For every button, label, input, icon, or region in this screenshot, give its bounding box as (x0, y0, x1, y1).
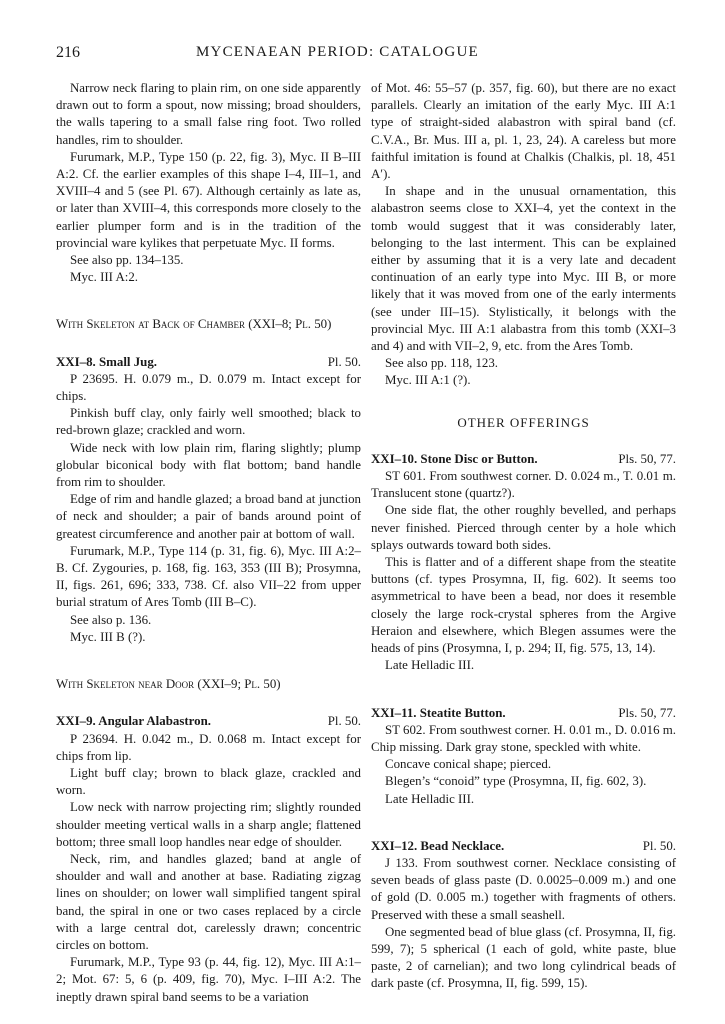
paragraph: ST 602. From southwest corner. H. 0.01 m., D. 0.016 m. Chip missing. Dark gray stone, speckled with white. (371, 722, 676, 754)
entry-heading (56, 713, 361, 730)
left-column (56, 80, 361, 1006)
plate-ref: Pl. 50. (327, 354, 361, 369)
entry-heading (371, 705, 676, 722)
paragraph: One segmented bead of blue glass (cf. Prosymna, II, fig. 599, 7); 5 spherical (1 each of gold, white paste, blue paste, 2 of carnelian); and two long cylindrical beads of dark paste (cf. Prosymna, II, fig. 599, 15). (371, 924, 676, 991)
paragraph: P 23695. H. 0.079 m., D. 0.079 m. Intact except for chips. (56, 371, 361, 404)
paragraph: P 23694. H. 0.042 m., D. 0.068 m. Intact except for chips from lip. (56, 731, 361, 763)
entry-title: XXI–8. Small Jug. (56, 354, 157, 369)
paragraph: Myc. III A:1 (?). (385, 373, 471, 388)
paragraph: Neck, rim, and handles glazed; band at angle of shoulder and wall and another at base. Radiating zigzag lines on shoulder; on lower wall simplified tangent spiral band, the spiral in one or two cases replaced by a circle with a large central dot, carelessly drawn; concentric circles on bottom. (56, 851, 361, 952)
paragraph: One side flat, the other roughly bevelled, and perhaps never finished. Pierced through center by a hole which splays outwards toward both sides. (371, 503, 676, 552)
plate-ref: Pl. 50. (327, 714, 361, 729)
entry-title: XXI–10. Stone Disc or Button. (371, 451, 538, 466)
section-heading: With Skeleton at Back of Chamber (XXI–8; Pl. 50) (56, 317, 332, 332)
paragraph: Concave conical shape; pierced. (385, 757, 552, 772)
paragraph: of Mot. 46: 55–57 (p. 357, fig. 60), but there are no exact parallels. Clearly an imitation of the early Myc. III A:1 type of straight-sided alabastron with spiral band (cf. C.V.A., Br. Mus. III a, pl. 1, 23, 24). A careless but more faithful imitation is found at Chalkis (Chalkis, pl. 18, 451 A′). (371, 81, 676, 182)
paragraph: Myc. III A:2. (70, 270, 139, 285)
plate-ref: Pls. 50, 77. (618, 451, 676, 466)
paragraph: Furumark, M.P., Type 150 (p. 22, fig. 3), Myc. II B–III A:2. Cf. the earlier examples of this shape I–4, III–1, and XVIII–4 and 5 (see Pl. 67). Although certainly as late as, or later than XVIII–4, this corresponds more closely to the earlier plumper form and is in the tradition of the provincial ware kylikes that perpetuate Myc. II forms. (56, 149, 361, 250)
paragraph: See also pp. 118, 123. (385, 356, 499, 371)
paragraph: Myc. III B (?). (70, 629, 146, 644)
entry-title: XXI–11. Steatite Button. (371, 705, 506, 720)
paragraph: Low neck with narrow projecting rim; slightly rounded shoulder meeting vertical walls in a sharp angle; flattened bottom; three small loop handles near edge of shoulder. (56, 800, 361, 849)
paragraph: Late Helladic III. (385, 658, 475, 673)
paragraph: ST 601. From southwest corner. D. 0.024 m., T. 0.01 m. Translucent stone (quartz?). (371, 469, 676, 501)
paragraph: Edge of rim and handle glazed; a broad band at junction of neck and shoulder; a pair of bands around point of greatest circumference and another pair at bottom of wall. (56, 492, 361, 541)
paragraph: Wide neck with low plain rim, flaring slightly; plump globular biconical body with flat bottom; band handle from rim to shoulder. (56, 440, 361, 490)
paragraph: Late Helladic III. (385, 791, 475, 806)
paragraph: Pinkish buff clay, only fairly well smoothed; black to red-brown glaze; crackled and worn. (56, 406, 361, 438)
paragraph: This is flatter and of a different shape from the steatite buttons (cf. types Prosymna, II, fig. 602). It seems too asymmetrical to have been a bead, nor does it resemble closely the large rock-crystal spheres from the Argive Heraion and elsewhere, which Blegen assumes were the heads of pins (Prosymna, I, p. 294; II, fig. 575, 13, 14). (371, 555, 676, 656)
running-title: MYCENAEAN PERIOD: CATALOGUE (196, 44, 479, 60)
paragraph: See also p. 136. (70, 612, 152, 627)
section-heading: With Skeleton near Door (XXI–9; Pl. 50) (56, 677, 281, 692)
plate-ref: Pl. 50. (642, 838, 676, 853)
page-number: 216 (56, 44, 80, 61)
paragraph: Light buff clay; brown to black glaze, crackled and worn. (56, 765, 361, 798)
page-header (56, 44, 666, 66)
paragraph: Furumark, M.P., Type 114 (p. 31, fig. 6), Myc. III A:2–B. Cf. Zygouries, p. 168, fig. 163, 353 (III B); Prosymna, II, figs. 261, 696; 333, 738. Cf. also VII–22 from upper burial stratum of Ares Tomb (III B–C). (56, 543, 361, 610)
paragraph: Narrow neck flaring to plain rim, on one side apparently drawn out to form a spout, now missing; broad shoulders, the walls tapering to a small false ring foot. Two rolled handles, rim to shoulder. (56, 81, 361, 147)
entry-title: XXI–9. Angular Alabastron. (56, 714, 211, 729)
right-column (371, 80, 676, 993)
paragraph: See also pp. 134–135. (70, 253, 184, 268)
entry-title: XXI–12. Bead Necklace. (371, 838, 505, 853)
entry-heading (56, 354, 361, 371)
plate-ref: Pls. 50, 77. (618, 705, 676, 720)
section-heading: OTHER OFFERINGS (457, 414, 590, 430)
paragraph: J 133. From southwest corner. Necklace consisting of seven beads of glass paste (D. 0.0025–0.009 m.) and one of gold (D. 0.005 m.) together with fragments of others. Preserved with these a small seashell. (371, 855, 676, 922)
entry-heading (371, 451, 676, 468)
entry-heading (371, 838, 676, 855)
paragraph: In shape and in the unusual ornamentation, this alabastron seems close to XXI–4, yet the context in the tomb would suggest that it was considerably later, belonging to the last interment. This can be explained either by assuming that it is a very late and decadent continuation of an early type into Myc. III B, or more likely that it was moved from one of the early interments (see under III–15). Stylistically, it belongs with the provincial Myc. III A:1 alabastra from this tomb (XXI–3 and 4) and with VII–2, 9, etc. from the Ares Tomb. (371, 184, 676, 354)
paragraph: Blegen’s “conoid” type (Prosymna, II, fig. 602, 3). (385, 774, 647, 789)
paragraph: Furumark, M.P., Type 93 (p. 44, fig. 12), Myc. III A:1–2; Mot. 67: 5, 6 (p. 409, fig. 70), Myc. I–III A:2. The ineptly drawn spiral band seems to be a variation (56, 955, 361, 1004)
